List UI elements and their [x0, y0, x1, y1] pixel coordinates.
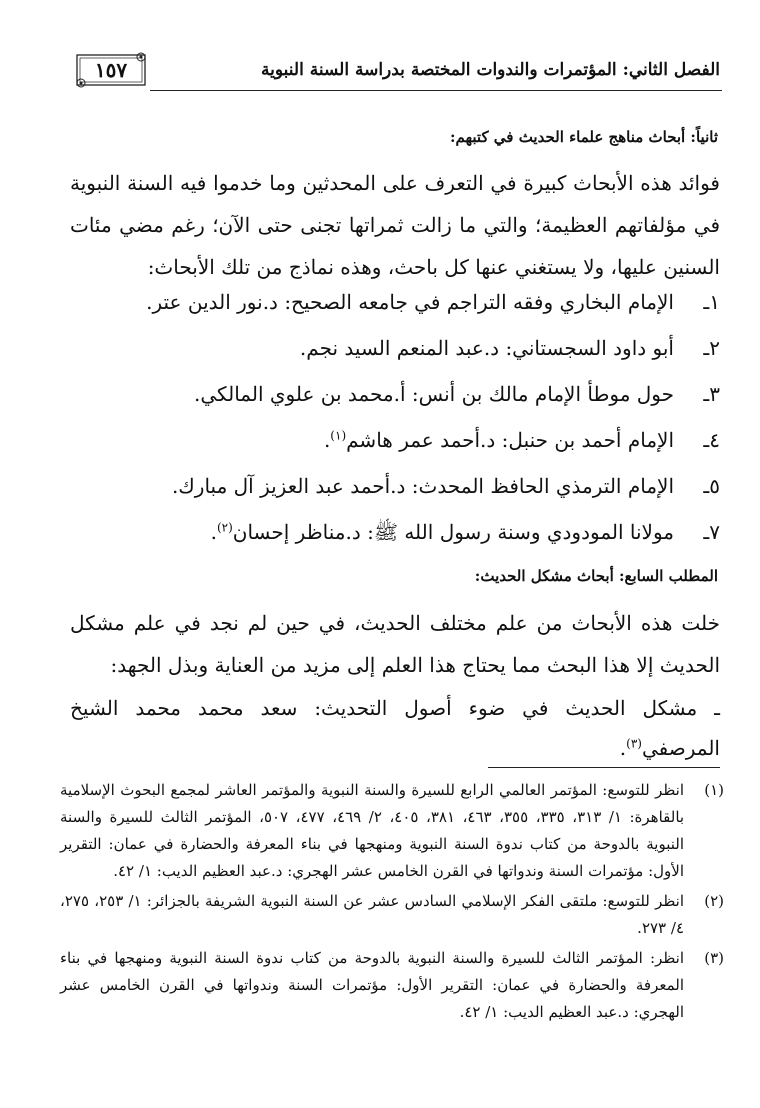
footnote-ref[interactable]: (١) [330, 428, 347, 443]
item-number: ٣ـ [703, 382, 720, 406]
footnote-separator [488, 767, 720, 768]
footnote-number: (٣) [704, 949, 724, 967]
intro-paragraph: فوائد هذه الأبحاث كبيرة في التعرف على المحدثين وما خدموا فيه السنة النبوية في مؤلفاتهم العظيمة؛ والتي ما زالت ثمراتها تجنى حتى الآن؛ رغم مضي مئات السنين عليها، ولا يستغني عنها كل باحث، وهذه نماذج من تلك الأبحاث: [70, 171, 720, 279]
dash-list-item [70, 688, 720, 768]
footnote-number: (٢) [704, 892, 724, 910]
footnote [60, 777, 724, 885]
list-item [70, 285, 720, 331]
item-text: الإمام الترمذي الحافظ المحدث: د.أحمد عبد العزيز آل مبارك. [171, 474, 674, 498]
item-text: حول موطأ الإمام مالك بن أنس: أ.محمد بن علوي المالكي. [194, 382, 674, 406]
list-item [70, 377, 720, 423]
item-end: . [619, 736, 627, 760]
item-text: الإمام البخاري وفقه التراجم في جامعه الصحيح: د.نور الدين عتر. [146, 290, 674, 314]
footnote-ref[interactable]: (٣) [626, 736, 642, 751]
footnote [60, 945, 724, 1026]
list-item [70, 331, 720, 377]
running-header-title: الفصل الثاني: المؤتمرات والندوات المختصة بدراسة السنة النبوية [261, 60, 720, 80]
list-item [70, 515, 720, 561]
item-number: ٤ـ [703, 428, 720, 452]
footnote-text: انظر للتوسع: ملتقى الفكر الإسلامي السادس عشر عن السنة النبوية الشريفة بالجزائر: ١/ ٢٥٣، ٢٧٥، ٤/ ٢٧٣. [60, 892, 685, 937]
section2-paragraph: خلت هذه الأبحاث من علم مختلف الحديث، في حين لم نجد في علم مشكل الحديث إلا هذا البحث مما يحتاج هذا العلم إلى مزيد من العناية وبذل الجهد: [70, 611, 720, 677]
item-text: مولانا المودودي وسنة رسول الله ﷺ: د.مناظر إحسان [232, 520, 674, 544]
item-end: . [323, 428, 331, 452]
footnote-text: انظر للتوسع: المؤتمر العالمي الرابع للسيرة والسنة النبوية والمؤتمر العاشر لمجمع البحوث الإسلامية بالقاهرة: ١/ ٣١٣، ٣٣٥، ٣٥٥، ٤٦٣، ٣٨١، ٤٠٥، ٢/ ٤٦٩، ٤٧٧، ٥٠٧، المؤتمر الثالث للسيرة والسنة النبوية بالدوحة من كتاب ندوة السنة النبوية ومنهجها في بناء المعرفة والحضارة في عمان: التقرير الأول: مؤتمرات السنة وندواتها في القرن الخامس عشر الهجري: د.عبد العظيم الديب: ١/ ٤٢. [60, 781, 685, 880]
list-item [70, 423, 720, 469]
page-number-frame [74, 52, 148, 88]
list-item [70, 469, 720, 515]
footnote-ref[interactable]: (٢) [216, 520, 233, 535]
item-text: الإمام أحمد بن حنبل: د.أحمد عمر هاشم [346, 428, 674, 452]
footnote-text: انظر: المؤتمر الثالث للسيرة والسنة النبوية بالدوحة من كتاب ندوة السنة النبوية ومنهجها في بناء المعرفة والحضارة في عمان: التقرير الأول: مؤتمرات السنة وندواتها في القرن الخامس عشر الهجري: د.عبد العظيم الديب: ١/ ٤٢. [60, 949, 684, 1021]
footnotes [60, 777, 724, 1029]
item-text: ـ مشكل الحديث في ضوء أصول التحديث: سعد محمد محمد الشيخ المرصفي [70, 696, 720, 760]
item-text: أبو داود السجستاني: د.عبد المنعم السيد نجم. [299, 336, 674, 360]
item-number: ١ـ [703, 290, 720, 314]
item-number: ٢ـ [703, 336, 720, 360]
item-number: ٥ـ [703, 474, 720, 498]
header-rule [150, 90, 722, 91]
research-list [70, 285, 720, 561]
footnote-number: (١) [704, 781, 724, 799]
item-end: . [210, 520, 217, 544]
footnote [60, 888, 724, 942]
item-number: ٧ـ [703, 520, 720, 544]
page-number: ١٥٧ [94, 58, 128, 82]
section-heading: المطلب السابع: أبحاث مشكل الحديث: [474, 567, 718, 585]
section-heading: ثانياً: أبحاث مناهج علماء الحديث في كتبهم: [449, 128, 718, 146]
